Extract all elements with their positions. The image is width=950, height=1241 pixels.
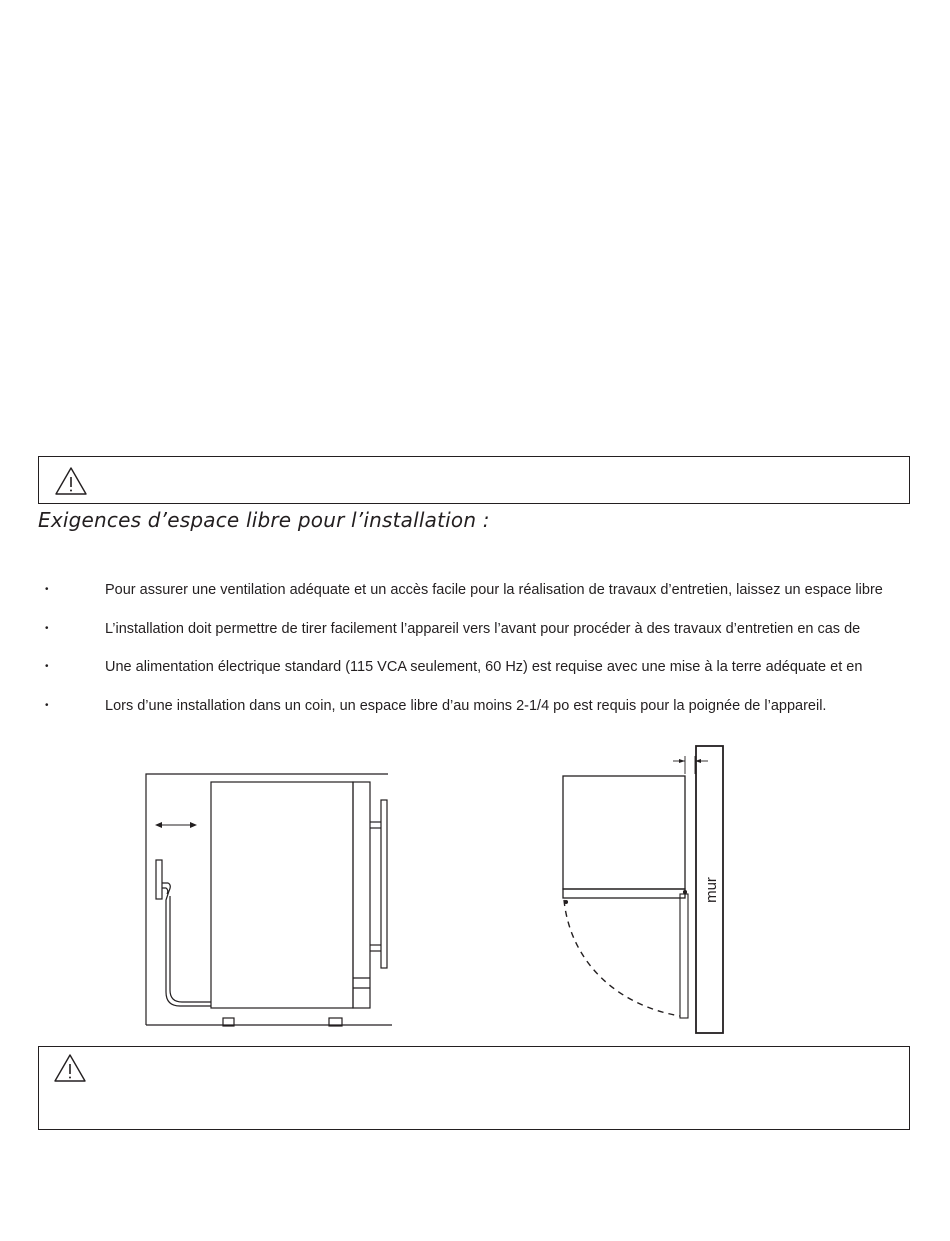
clearance-arrows [564, 759, 708, 904]
door-handle [381, 800, 387, 968]
pull-forward-arrow [155, 822, 197, 828]
wall-label: mur [703, 877, 720, 903]
door-swing-arc [564, 900, 680, 1016]
list-item-text: Lors d’une installation dans un coin, un espace libre d’au moins 2-1/4 po est requis pour la poignée de l’appareil. [105, 698, 827, 714]
appliance-door [353, 782, 370, 1008]
list-item-text: L’installation doit permettre de tirer facilement l’appareil vers l’avant pour procéder à des travaux d’entretien en cas de [105, 621, 861, 637]
bullet-marker: • [45, 700, 49, 711]
warning-box-bottom [38, 1046, 910, 1130]
list-item [0, 694, 950, 718]
section-heading: Exigences d’espace libre pour l’installation : [38, 508, 490, 532]
list-item-text: Pour assurer une ventilation adéquate et un accès facile pour la réalisation de travaux d’entretien, laissez un espace libre [105, 582, 883, 598]
bullet-marker: • [45, 623, 49, 634]
appliance-top-view-diagram [545, 740, 735, 1040]
list-item-text: Une alimentation électrique standard (115 VCA seulement, 60 Hz) est requise avec une mise à la terre adéquate et en [105, 659, 863, 675]
bullet-marker: • [45, 584, 49, 595]
open-door [680, 894, 688, 1018]
warning-triangle-icon [54, 466, 88, 496]
warning-box-top [38, 456, 910, 504]
bullet-marker: • [45, 661, 49, 672]
list-item [0, 655, 950, 679]
appliance-side-view-diagram [140, 770, 400, 1032]
list-item [0, 578, 950, 602]
appliance-body [211, 782, 353, 1008]
appliance-top [563, 776, 685, 889]
door-edge [563, 889, 685, 898]
wall-outlet [156, 860, 162, 899]
list-item [0, 617, 950, 641]
warning-triangle-icon [53, 1053, 87, 1083]
wall-outline [146, 774, 388, 1025]
